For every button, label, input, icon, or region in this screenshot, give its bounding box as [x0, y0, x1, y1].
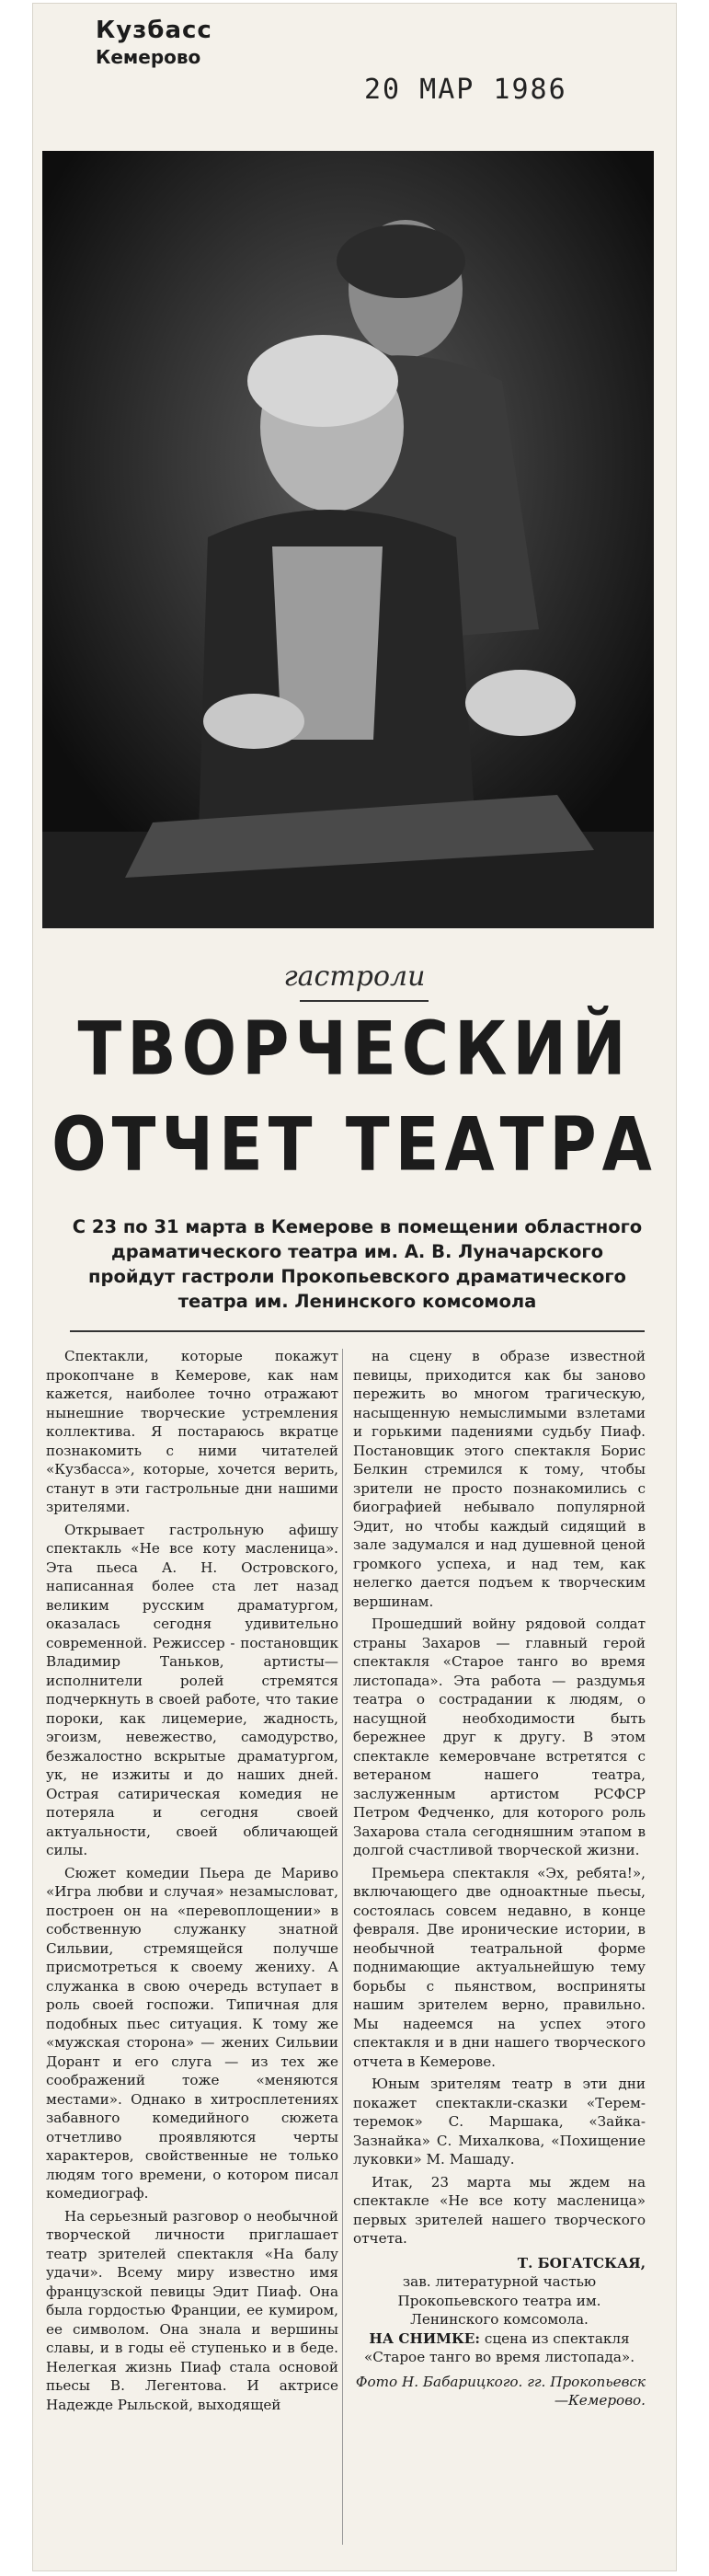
lead-paragraph: С 23 по 31 марта в Кемерове в помещении областного драматического театра им. А. В. Луначарского пройдут гастроли Прокопьевского драматического театра им. Ленинского комсомола	[72, 1216, 643, 1312]
photo-credit: Фото Н. Бабарицкого. гг. Прокопьевск—Кемерово.	[355, 2373, 646, 2409]
photo-caption	[353, 2329, 646, 2367]
date-stamp: 20 МАР 1986	[364, 74, 567, 106]
column-divider	[342, 1349, 343, 2545]
newspaper-city: Кемерово	[96, 46, 201, 68]
caption-text: сцена из спектакля «Старое танго во время листопада».	[363, 2329, 635, 2365]
article-paragraph: На серьезный разговор о необычной творческой личности приглашает театр зрителей спектакля «На балу удачи». Всему миру известно имя французской певицы Эдит Пиаф. Она была гордостью Франции, ее кумиром, ее символом. Она знала и вершины славы, и в годы её ступенько и в беде. Нелегкая жизнь Пиаф стала основой пьесы В. Легентова. И актрисе Надежде Рыльской, выходящей	[46, 2207, 338, 2413]
article-paragraph: Сюжет комедии Пьера де Мариво «Игра любви и случая» незамысловат, построен он на «перевоплощении» в собственную служанку знатной Сильвии, стремящейся получше присмотреться к своему жениху. А служанка в свою очередь вступает в роль своей госпожи. Типичная для подобных пьес ситуация. К тому же «мужская сторона» — жених Сильвии Дорант и его слуга — из тех же соображений тоже «меняются местами». Однако в хитросплетениях забавного комедийного сюжета отчетливо проявляются черты характеров, свойственные не только людям того времени, о котором писал комедиограф.	[46, 1864, 338, 2202]
theatre-scene-photo	[42, 151, 654, 928]
article-paragraph: Спектакли, которые покажут прокопчане в Кемерове, как нам кажется, наиболее точно отражают нынешние творческие устремления коллектива. Я постараюсь вкратце познакомить с ними читателей «Кузбасса», которые, хочется верить, станут в эти гастрольные дни нашими зрителями.	[46, 1348, 338, 1515]
author-role: зав. литературной частью Прокопьевского театра им. Ленинского комсомола.	[397, 2273, 601, 2328]
author-signature: Т. БОГАТСКАЯ,	[517, 2254, 646, 2271]
article-paragraph: Юным зрителям театр в эти дни покажет спектакли-сказки «Терем-теремок» С. Маршака, «Зайка-Зазнайка» С. Михалкова, «Похищение луковки» М. Машаду.	[353, 2076, 646, 2168]
caption-label: НА СНИМКЕ:	[369, 2329, 480, 2347]
newspaper-name: Кузбасс	[96, 17, 212, 44]
headline-line-2: ОТЧЕТ ТЕАТРА	[51, 1100, 658, 1189]
masthead	[96, 17, 212, 68]
article-paragraph: Итак, 23 марта мы ждем на спектакле «Не все коту масленица» первых зрителей нашего творческого отчета.	[353, 2173, 646, 2247]
article-paragraph: Премьера спектакля «Эх, ребята!», включающего две одноактные пьесы, состоялась совсем недавно, в конце февраля. Две иронические истории, в необычной театральной форме поднимающие актуальнейшую тему борьбы с пьянством, восприняты нашим зрителем верно, правильно. Мы надеемся на успех этого спектакля и в дни нашего творческого отчета в Кемерове.	[353, 1864, 646, 2070]
article-paragraph: Открывает гастрольную афишу спектакль «Не все коту масленица». Эта пьеса А. Н. Островского, написанная более ста лет назад великим русским драматургом, оказалась сегодня удивительно современной. Режиссер - постановщик Владимир Таньков, артисты—исполнители ролей стремятся подчеркнуть в своей работе, что такие пороки, как лицемерие, жадность, эгоизм, невежество, самодурство, безжалостно вскрытые драматургом, ук, не изжиты и до наших дней. Острая сатирическая комедия не потеряла и сегодня своей актуальности, своей обличающей силы.	[46, 1521, 338, 1858]
headline-line-1: ТВОРЧЕСКИЙ	[77, 1005, 632, 1093]
section-rubric: гастроли	[283, 960, 426, 993]
lead-divider	[70, 1330, 645, 1332]
article-column-left	[46, 1347, 338, 2418]
theatre-scene-photo-icon	[42, 151, 654, 928]
article-paragraph: на сцену в образе известной певицы, приходится как бы заново пережить во многом трагическую, насыщенную немыслимыми взлетами и горькими падениями судьбу Пиаф. Постановщик этого спектакля Борис Белкин стремился к тому, чтобы зрители не просто познакомились с биографией небывало популярной Эдит, но чтобы каждый сидящий в зале задумался и над душевной ценой громкого успеха, и над тем, как нелегко дается подъем к творческим вершинам.	[353, 1348, 646, 1610]
article-paragraph: Прошедший войну рядовой солдат страны Захаров — главный герой спектакля «Старое танго во время листопада». Эта работа — раздумья театра о сострадании к людям, о насущной необходимости быть бережнее друг к другу. В этом спектакле кемеровчане встретятся с ветераном нашего театра, заслуженным артистом РСФСР Петром Федченко, для которого роль Захарова стала сегодняшним этапом в долгой счастливой творческой жизни.	[353, 1616, 646, 1858]
article-column-right	[353, 1347, 646, 2410]
newspaper-clipping	[33, 4, 676, 2570]
